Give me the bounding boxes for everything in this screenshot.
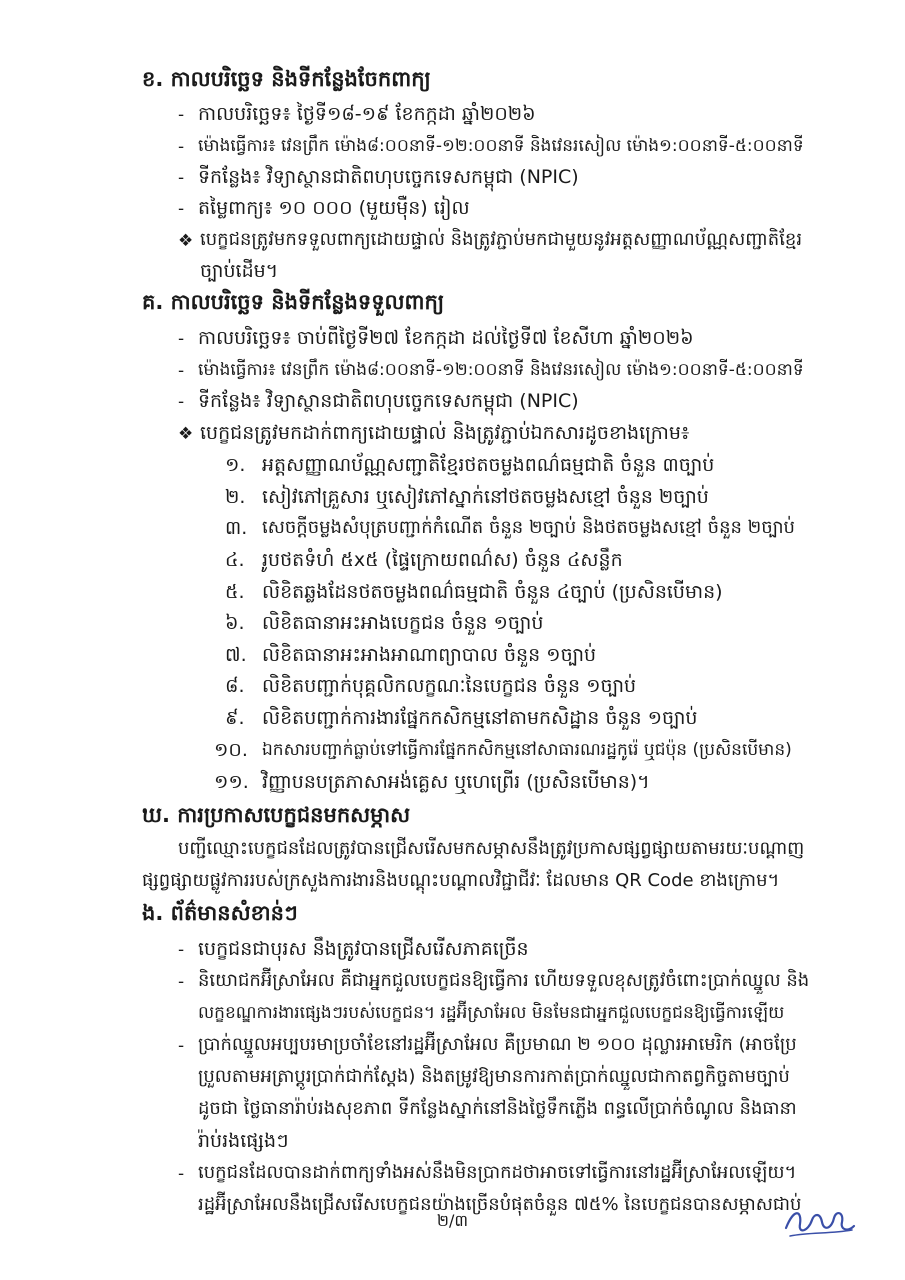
info-text: បេក្ខជនដែលបានដាក់ពាក្យទាំងអស់នឹងមិនប្រាកដថាអាចទៅធ្វើការនៅរដ្ឋអ៊ីស្រាអែលឡើយ។ <box>198 1162 797 1183</box>
doc-number: ៦. <box>225 612 245 634</box>
list-item: ម៉ោងធ្វើការ៖ វេនព្រឹក ម៉ោង៨:០០នាទី-១២:០០នាទី និងវេនរសៀល ម៉ោង១:០០នាទី-៥:០០នាទី <box>198 360 804 380</box>
signature-icon <box>780 1198 860 1248</box>
doc-number: ៧. <box>225 644 247 666</box>
list-item: កាលបរិច្ឆេទ៖ ថ្ងៃទី១៨-១៩ ខែកក្កដា ឆ្នាំ២០២៦ <box>198 103 536 125</box>
dash-bullet: - <box>178 361 185 381</box>
doc-item: លិខិតធានាអះអាងបេក្ខជន ចំនួន ១ច្បាប់ <box>262 612 544 634</box>
doc-number: ១១. <box>214 771 249 793</box>
doc-item: សេចក្តីចម្លងសំបុត្របញ្ជាក់កំណើត ចំនួន ២ច្បាប់ និងថតចម្លងសខ្មៅ ចំនួន ២ច្បាប់ <box>262 517 795 538</box>
doc-item: សៀវភៅគ្រួសារ ឬសៀវភៅស្នាក់នៅថតចម្លងសខ្មៅ ចំនួន ២ច្បាប់ <box>262 486 709 508</box>
doc-item: លិខិតបញ្ជាក់ការងារផ្នែកកសិកម្មនៅតាមកសិដ្ឋាន ចំនួន ១ច្បាប់ <box>262 707 698 729</box>
list-item: កាលបរិច្ឆេទ៖ ចាប់ពីថ្ងៃទី២៧ ខែកក្កដា ដល់ថ្ងៃទី៧ ខែសីហា ឆ្នាំ២០២៦ <box>198 327 694 349</box>
dash-bullet: - <box>178 168 185 188</box>
section-heading-ko: គ. កាលបរិច្ឆេទ និងទីកន្លែងទទួលពាក្យ <box>142 290 445 314</box>
note-text: បេក្ខជនត្រូវមកទទួលពាក្យដោយផ្ទាល់ និងត្រូវភ្ជាប់មកជាមួយនូវអត្តសញ្ញាណប័ណ្ណសញ្ជាតិខ្មែរ <box>200 229 803 250</box>
doc-item: ឯកសារបញ្ជាក់ធ្លាប់ទៅធ្វើការផ្នែកកសិកម្មនៅសាធារណរដ្ឋកូរ៉េ ឬជប៉ុន (ប្រសិនបើមាន) <box>262 740 792 760</box>
doc-item: លិខិតឆ្លងដែនថតចម្លងពណ៌ធម្មជាតិ ចំនួន ៤ច្បាប់ (ប្រសិនបើមាន) <box>262 581 723 603</box>
dash-bullet: - <box>178 199 185 219</box>
dash-bullet: - <box>178 329 185 349</box>
info-text: ប្រាក់ឈ្នួលអប្បបរមាប្រចាំខែនៅរដ្ឋអ៊ីស្រាអែល គឺប្រមាណ ២ ១០០ ដុល្លារអាមេរិក (អាចប្រែ <box>198 1034 797 1055</box>
section-heading-kho: ឃ. ការប្រកាសបេក្ខជនមកសម្ភាស <box>142 803 411 827</box>
doc-item: លិខិតបញ្ជាក់បុគ្គលិកលក្ខណៈនៃបេក្ខជន ចំនួន ១ច្បាប់ <box>262 675 637 697</box>
note-text: ច្បាប់ដើម។ <box>200 260 279 282</box>
list-item: ម៉ោងធ្វើការ៖ វេនព្រឹក ម៉ោង៨:០០នាទី-១២:០០នាទី និងវេនរសៀល ម៉ោង១:០០នាទី-៥:០០នាទី <box>198 136 804 156</box>
paragraph-text: ផ្សព្វផ្សាយផ្លូវការរបស់ក្រសួងការងារនិងបណ្តុះបណ្តាលវិជ្ជាជីវៈ ដែលមាន QR Code ខាងក្រោម។ <box>142 870 780 891</box>
section-heading-kh: ខ. កាលបរិច្ឆេទ និងទីកន្លែងចែកពាក្យ <box>142 67 431 91</box>
page-number: ២/៣ <box>436 1211 469 1230</box>
info-text: រ៉ាប់រងផ្សេងៗ <box>198 1130 289 1152</box>
info-text: ដូចជា ថ្លៃធានារ៉ាប់រងសុខភាព ទីកន្លែងស្នាក់នៅនិងថ្លៃទឹកភ្លើង ពន្ធលើប្រាក់ចំណូល និងធានា <box>198 1098 797 1119</box>
dash-bullet: - <box>178 972 185 992</box>
info-text: ប្រួលតាមអត្រាប្តូរប្រាក់ជាក់ស្តែង) និងតម្រូវឱ្យមានការកាត់ប្រាក់ឈ្នួលជាកាតព្វកិច្ចតាមច្បាប់ <box>198 1066 790 1087</box>
dash-bullet: - <box>178 137 185 157</box>
list-item: ទីកន្លែង៖ វិទ្យាស្ថានជាតិពហុបច្ចេកទេសកម្ពុជា (NPIC) <box>198 166 579 188</box>
doc-item: អត្តសញ្ញាណប័ណ្ណសញ្ជាតិខ្មែរថតចម្លងពណ៌ធម្មជាតិ ចំនួន ៣ច្បាប់ <box>262 454 715 476</box>
dash-bullet: - <box>178 105 185 125</box>
doc-number: ៨. <box>225 675 245 697</box>
doc-item: រូបថតទំហំ ៥x៥ (ផ្ទៃក្រោយពណ៌ស) ចំនួន ៤សន្លឹក <box>262 549 623 571</box>
paragraph-text: បញ្ជីឈ្មោះបេក្ខជនដែលត្រូវបានជ្រើសរើសមកសម្ភាសនឹងត្រូវប្រកាសផ្សព្វផ្សាយតាមរយៈបណ្តាញ <box>178 838 805 859</box>
doc-item: វិញ្ញាបនបត្រភាសាអង់គ្លេស ឬហេព្រើរ (ប្រសិនបើមាន)។ <box>262 771 650 793</box>
dash-bullet: - <box>178 392 185 412</box>
note-text: បេក្ខជនត្រូវមកដាក់ពាក្យដោយផ្ទាល់ និងត្រូវភ្ជាប់ឯកសារដូចខាងក្រោម៖ <box>200 422 690 444</box>
doc-number: ៣. <box>225 517 248 539</box>
list-item: ទីកន្លែង៖ វិទ្យាស្ថានជាតិពហុបច្ចេកទេសកម្ពុជា (NPIC) <box>198 390 579 412</box>
doc-number: ១. <box>225 454 246 476</box>
doc-number: ១០. <box>214 739 248 761</box>
doc-number: ៩. <box>225 707 245 729</box>
diamond-bullet-icon: ❖ <box>178 424 194 444</box>
info-text: និយោជកអ៊ីស្រាអែល គឺជាអ្នកជួលបេក្ខជនឱ្យធ្វើការ ហើយទទួលខុសត្រូវចំពោះប្រាក់ឈ្នួល និង <box>198 970 810 991</box>
doc-number: ២. <box>225 486 246 508</box>
doc-number: ៤. <box>225 549 245 571</box>
dash-bullet: - <box>178 1164 185 1184</box>
section-heading-ng: ង. ព័ត៌មានសំខាន់ៗ <box>142 901 298 925</box>
dash-bullet: - <box>178 1036 185 1056</box>
info-text: បេក្ខជនជាបុរស នឹងត្រូវបានជ្រើសរើសភាគច្រើន <box>198 938 529 960</box>
list-item: តម្លៃពាក្យ៖ ១០ ០០០ (មួយម៉ឺន) រៀល <box>198 197 470 219</box>
dash-bullet: - <box>178 940 185 960</box>
doc-number: ៥. <box>225 581 245 603</box>
diamond-bullet-icon: ❖ <box>178 231 194 251</box>
info-text: រដ្ឋអ៊ីស្រាអែលនឹងជ្រើសរើសបេក្ខជនយ៉ាងច្រើនបំផុតចំនួន ៧៥% នៃបេក្ខជនបានសម្ភាសជាប់ <box>198 1194 802 1215</box>
info-text: លក្ខខណ្ឌការងារផ្សេងៗរបស់បេក្ខជន។ រដ្ឋអ៊ីស្រាអែល មិនមែនជាអ្នកជួលបេក្ខជនឱ្យធ្វើការឡើយ <box>198 1003 785 1023</box>
doc-item: លិខិតធានាអះអាងអាណាព្យាបាល ចំនួន ១ច្បាប់ <box>262 644 597 666</box>
